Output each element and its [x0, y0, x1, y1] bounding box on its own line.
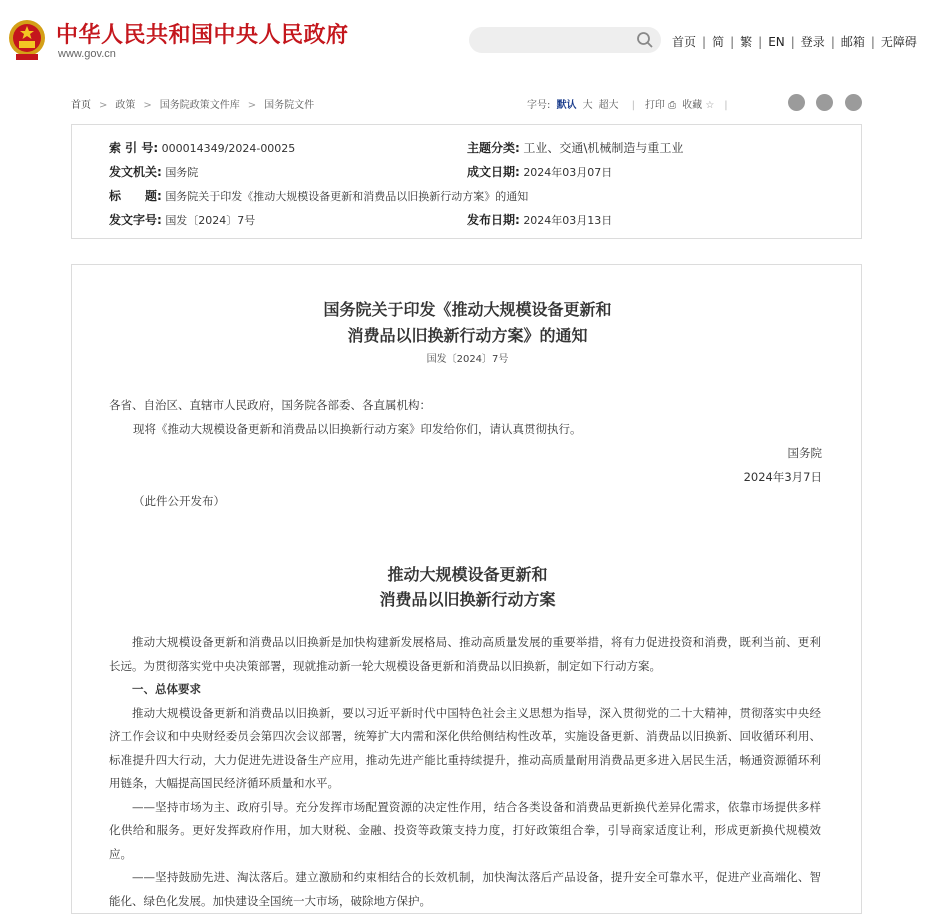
site-url: www.gov.cn	[58, 48, 116, 60]
chevron-right-icon: >	[99, 100, 108, 111]
info-row-date-made: 成文日期: 2024年03月07日	[467, 165, 613, 179]
info-row-index: 索 引 号: 000014349/2024-00025	[109, 141, 296, 155]
signer: 国务院	[787, 446, 822, 460]
section-heading: 一、总体要求	[132, 682, 201, 696]
info-row-issuer: 发文机关: 国务院	[109, 165, 199, 179]
paragraph-1: 推动大规模设备更新和消费品以旧换新，要以习近平新时代中国特色社会主义思想为指导，深入贯彻党的二十大精神，贯彻落实中央经济工作会议和中央财经委员会第四次会议部署，统筹扩大内需和深化供给侧结构性改革，实施设备更新、消费品以旧换新、回收循环利用、标准提升四大行动，大力促进先进设备生产应用，推动先进产能比重持续提升，推动高质量耐用消费品更多进入居民生活，畅通资源循环利用链条，大幅提高国民经济循环质量和水平。	[109, 705, 821, 790]
plan-title-line2: 消费品以旧换新行动方案	[379, 590, 556, 609]
article-doc-number: 国发〔2024〕7号	[426, 354, 509, 365]
star-icon[interactable]: ☆	[705, 100, 715, 111]
search-input[interactable]	[469, 27, 661, 53]
info-row-docno: 发文字号: 国发〔2024〕7号	[109, 213, 256, 227]
nav-login[interactable]: 登录	[800, 35, 825, 49]
article-body	[71, 264, 862, 914]
site-title[interactable]: 中华人民共和国中央人民政府	[56, 22, 349, 48]
national-emblem-icon	[8, 18, 46, 62]
info-row-pub-date: 发布日期: 2024年03月13日	[467, 213, 613, 227]
chevron-right-icon: >	[247, 100, 257, 111]
public-note: （此件公开发布）	[133, 494, 225, 508]
nav-english[interactable]: EN	[768, 35, 785, 49]
intro-paragraph: 推动大规模设备更新和消费品以旧换新是加快构建新发展格局、推动高质量发展的重要举措，将有力促进投资和消费，既利当前、更利长远。为贯彻落实党中央决策部署，现就推动新一轮大规模设备更新和消费品以旧换新，制定如下行动方案。	[109, 635, 821, 673]
info-row-title: 标 题: 国务院关于印发《推动大规模设备更新和消费品以旧换新行动方案》的通知	[109, 189, 529, 203]
article-title-line2: 消费品以旧换新行动方案》的通知	[347, 326, 588, 345]
nav-simplified[interactable]: 简	[712, 35, 725, 49]
breadcrumb-home[interactable]: 首页	[71, 100, 91, 111]
page-tools: 字号: 默认 大 超大 | 打印 ⎙ 收藏 ☆ |	[527, 100, 728, 111]
article-title-line1: 国务院关于印发《推动大规模设备更新和	[323, 300, 612, 319]
paragraph-3: ——坚持鼓励先进、淘汰落后。建立激励和约束相结合的长效机制，加快淘汰落后产品设备，提升安全可靠水平，促进产业高端化、智能化、绿色化发展。加快建设全国统一大市场，破除地方保护。	[109, 870, 822, 908]
search-icon[interactable]	[636, 31, 654, 49]
paragraph-2: ——坚持市场为主、政府引导。充分发挥市场配置资源的决定性作用，结合各类设备和消费品更新换代差异化需求，依靠市场提供多样化供给和服务。更好发挥政府作用，加大财税、金融、投资等政策支持力度，打好政策组合拳，引导商家适度让利，形成更新换代规模效应。	[109, 799, 822, 861]
plan-title-line1: 推动大规模设备更新和	[387, 565, 548, 584]
breadcrumb-policy[interactable]: 政策	[115, 100, 136, 111]
font-large-button[interactable]: 大	[582, 100, 593, 111]
plan-body	[109, 631, 821, 913]
breadcrumb	[71, 96, 314, 111]
wechat-icon[interactable]	[816, 94, 833, 111]
chevron-right-icon: >	[143, 100, 152, 111]
nav-home[interactable]: 首页	[672, 35, 697, 49]
print-button[interactable]: 打印	[644, 100, 665, 111]
breadcrumb-state-council-docs[interactable]: 国务院文件	[264, 100, 315, 111]
nav-mail[interactable]: 邮箱	[840, 35, 865, 49]
site-header	[0, 0, 935, 80]
print-icon[interactable]: ⎙	[668, 100, 677, 111]
qzone-icon[interactable]	[845, 94, 862, 111]
favorite-button[interactable]: 收藏	[682, 100, 703, 111]
sign-date: 2024年3月7日	[743, 470, 822, 484]
addressee: 各省、自治区、直辖市人民政府，国务院各部委、各直属机构：	[109, 398, 431, 412]
weibo-icon[interactable]	[788, 94, 805, 111]
breadcrumb-policy-library[interactable]: 国务院政策文件库	[159, 100, 240, 111]
nav-traditional[interactable]: 繁	[740, 35, 753, 49]
top-nav: 首页 | 简 | 繁 | EN | 登录 | 邮箱 | 无障碍	[666, 33, 923, 50]
notice-text: 现将《推动大规模设备更新和消费品以旧换新行动方案》印发给你们，请认真贯彻执行。	[133, 422, 582, 436]
font-default-button[interactable]: 默认	[556, 100, 577, 111]
nav-accessibility[interactable]: 无障碍	[880, 35, 917, 49]
info-row-category: 主题分类: 工业、交通\机械制造与重工业	[467, 141, 684, 155]
font-xlarge-button[interactable]: 超大	[598, 100, 619, 111]
document-info-table	[71, 124, 862, 239]
font-size-label: 字号:	[527, 100, 551, 111]
